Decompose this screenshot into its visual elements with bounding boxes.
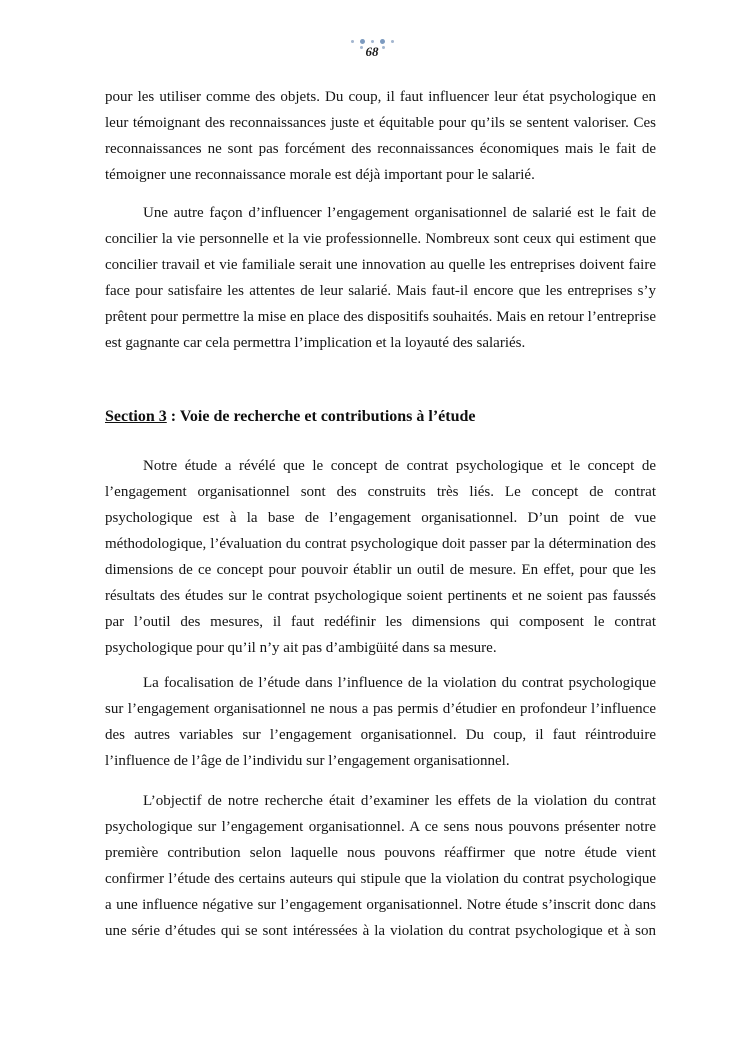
section-heading-title: : Voie de recherche et contributions à l’étude bbox=[166, 408, 476, 425]
ornament-dot-icon bbox=[380, 39, 385, 44]
ornament-dot-icon bbox=[360, 46, 363, 49]
ornament-dot-icon bbox=[391, 40, 394, 43]
paragraph: Notre étude a révélé que le concept de contrat psychologique et le concept de l’engagement organisationnel sont des construits très liés. Le concept de contrat psychologique est à la base de l’engagement organisationnel. D’un point de vue méthodologique, l’évaluation du contrat psychologique doit passer par la détermination des dimensions de ce concept pour pouvoir établir un outil de mesure. En effet, pour que les résultats des études sur le contrat psychologique soient pertinents et ne soient pas faussés par l’outil des mesures, il faut redéfinir les dimensions qui composent le contrat psychologique pour qu’il n’y ait pas d’ambigüité dans sa mesure. bbox=[105, 458, 656, 656]
page-content bbox=[105, 84, 656, 944]
ornament-dot-icon bbox=[371, 40, 374, 43]
ornament-dot-icon bbox=[382, 46, 385, 49]
page-number: 68 bbox=[365, 44, 379, 59]
page-header bbox=[0, 38, 744, 59]
section-heading-number: Section 3 bbox=[105, 408, 167, 425]
paragraph: L’objectif de notre recherche était d’examiner les effets de la violation du contrat psychologique sur l’engagement organisationnel. A ce sens nous pouvons présenter notre première contribution selon laquelle nous pouvons réaffirmer que notre étude vient confirmer l’étude des certains auteurs qui stipule que la violation du contrat psychologique a une influence négative sur l’engagement organisationnel. Notre étude s’inscrit donc dans une série d’études qui se sont intéressées à la violation du contrat psychologique et à son bbox=[105, 793, 656, 939]
ornament-dot-icon bbox=[351, 40, 354, 43]
section-heading bbox=[105, 404, 656, 430]
paragraph: Une autre façon d’influencer l’engagement organisationnel de salarié est le fait de concilier la vie personnelle et la vie professionnelle. Nombreux sont ceux qui estiment que concilier travail et vie familiale serait une innovation au quelle les entreprises doivent faire face pour satisfaire les attentes de leur salarié. Mais faut-il encore que les entreprises s’y prêtent pour permettre la mise en place des dispositifs souhaités. Mais en retour l’entreprise est gagnante car cela permettra l’implication et la loyauté des salariés. bbox=[105, 205, 656, 351]
page-number-row bbox=[0, 44, 744, 59]
paragraph: La focalisation de l’étude dans l’influence de la violation du contrat psychologique sur l’engagement organisationnel ne nous a pas permis d’étudier en profondeur l’influence des autres variables sur l’engagement organisationnel. Du coup, il faut réintroduire l’influence de l’âge de l’individu sur l’engagement organisationnel. bbox=[105, 675, 656, 769]
paragraph: pour les utiliser comme des objets. Du coup, il faut influencer leur état psychologique en leur témoignant des reconnaissances juste et équitable pour qu’ils se sentent valoriser. Ces reconnaissances ne sont pas forcément des reconnaissances économiques mais le fait de témoigner une reconnaissance morale est déjà important pour le salarié. bbox=[105, 89, 656, 183]
ornament-dot-icon bbox=[360, 39, 365, 44]
